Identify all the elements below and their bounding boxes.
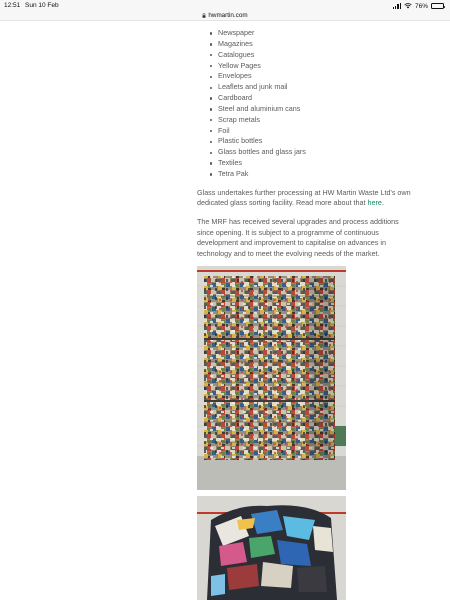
signal-icon bbox=[393, 3, 401, 9]
list-item: Envelopes bbox=[210, 71, 412, 82]
battery-icon bbox=[431, 3, 444, 9]
glass-paragraph-end: . bbox=[381, 198, 384, 208]
list-item: Magazines bbox=[210, 39, 412, 50]
materials-list bbox=[210, 28, 412, 180]
cans-bale-photo bbox=[197, 266, 346, 490]
list-item: Catalogues bbox=[210, 50, 412, 61]
mrf-paragraph: The MRF has received several upgrades and process additions since opening. It is subject to a programme of continuous development and improvement to capitalise on advances in technology and to meet the evolving needs of the market. bbox=[197, 217, 399, 258]
status-date: Sun 10 Feb bbox=[25, 2, 59, 9]
list-item: Plastic bottles bbox=[210, 136, 412, 147]
list-item: Scrap metals bbox=[210, 115, 412, 126]
list-item: Steel and aluminium cans bbox=[210, 104, 412, 115]
glass-paragraph-text: Glass undertakes further processing at HW Martin Waste Ltd's own dedicated glass sorting facility. Read more about that bbox=[197, 187, 411, 208]
list-item: Textiles bbox=[210, 158, 412, 169]
status-bar bbox=[0, 0, 450, 12]
list-item: Foil bbox=[210, 126, 412, 137]
here-link[interactable]: here bbox=[367, 198, 382, 208]
status-indicators bbox=[393, 1, 444, 11]
address-bar[interactable] bbox=[0, 12, 450, 21]
glass-paragraph bbox=[197, 188, 412, 209]
status-time: 12:51 bbox=[4, 2, 21, 9]
list-item: Glass bottles and glass jars bbox=[210, 147, 412, 158]
list-item: Cardboard bbox=[210, 93, 412, 104]
battery-percent: 76% bbox=[414, 2, 428, 10]
lock-icon bbox=[202, 13, 206, 18]
plastics-bale-photo bbox=[197, 496, 346, 600]
article-content bbox=[197, 28, 412, 259]
url-text[interactable]: hwmartin.com bbox=[208, 12, 248, 19]
list-item: Tetra Pak bbox=[210, 169, 412, 180]
wifi-icon bbox=[404, 3, 412, 9]
list-item: Leaflets and junk mail bbox=[210, 82, 412, 93]
list-item: Newspaper bbox=[210, 28, 412, 39]
list-item: Yellow Pages bbox=[210, 61, 412, 72]
